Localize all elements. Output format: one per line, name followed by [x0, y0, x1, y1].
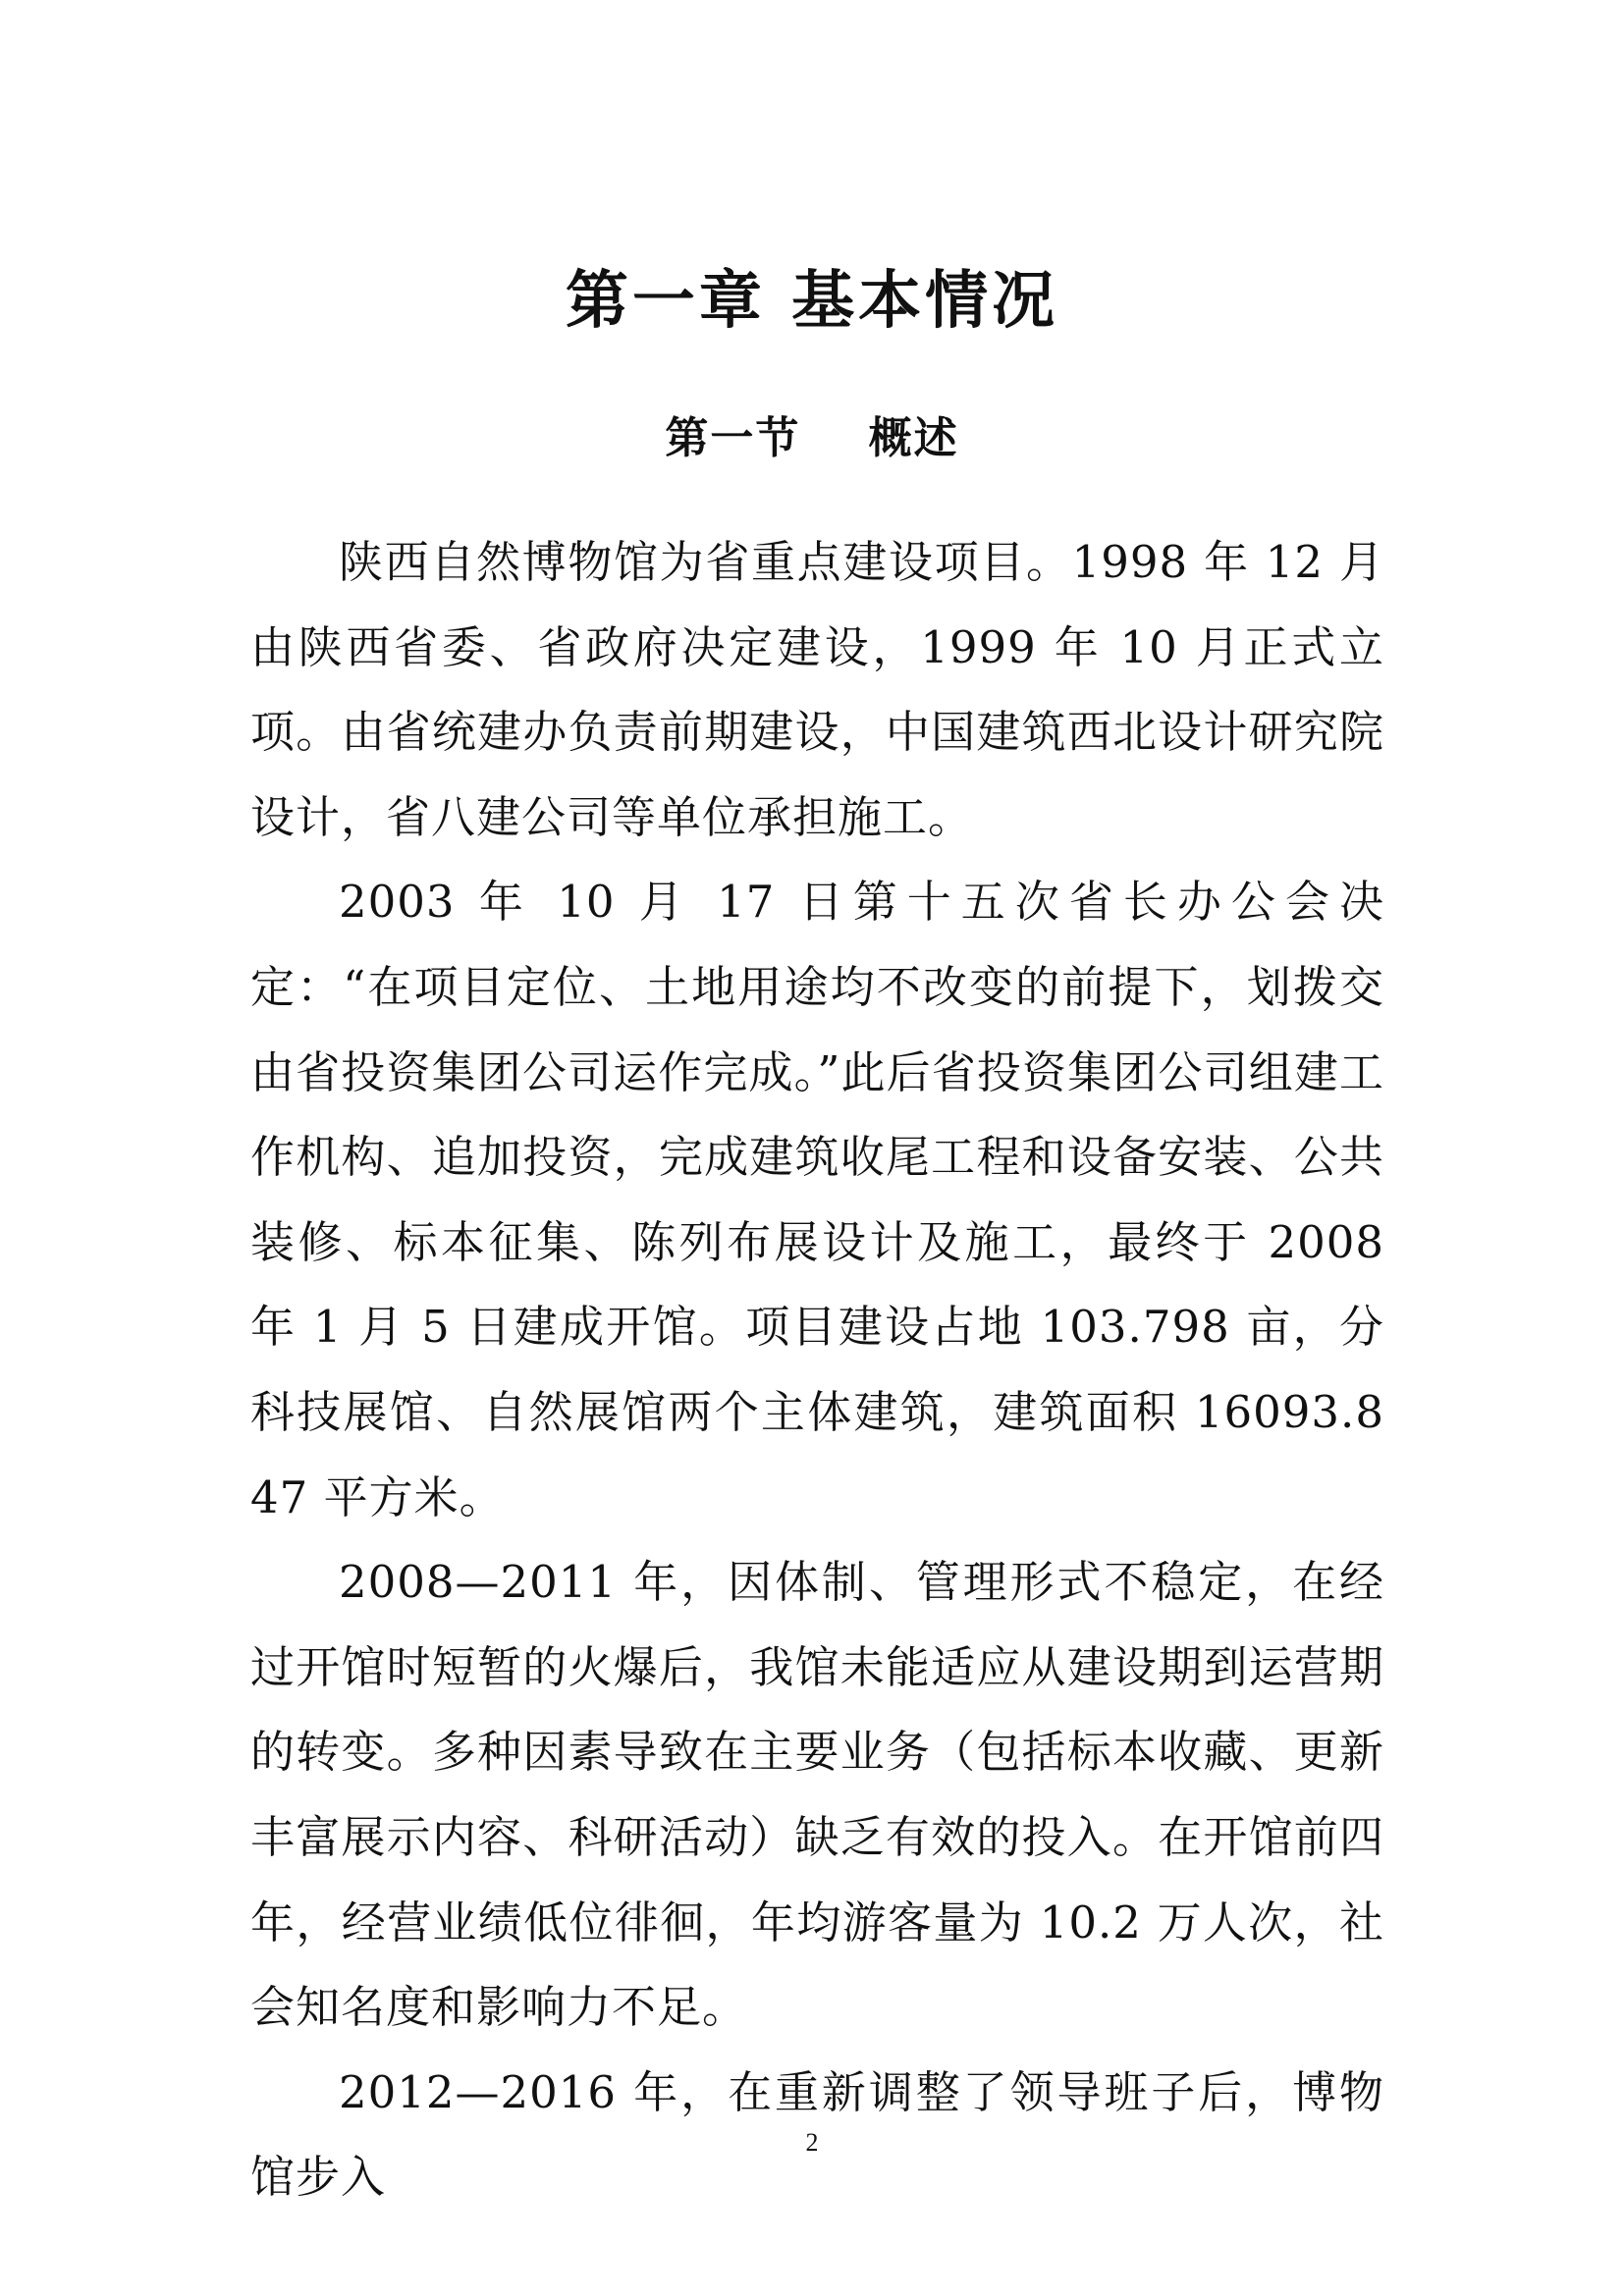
- paragraph-4: 2012—2016 年，在重新调整了领导班子后，博物馆步入: [250, 2065, 1384, 2204]
- paragraph-1: 陕西自然博物馆为省重点建设项目。1998 年 12 月由陕西省委、省政府决定建设，1999 年 10 月正式立项。由省统建办负责前期建设，中国建筑西北设计研究院设计，省八建公司等单位承担施工。: [250, 536, 1384, 843]
- paragraph-2: 2003 年 10 月 17 日第十五次省长办公会决定：“在项目定位、土地用途均不改变的前提下，划拨交由省投资集团公司运作完成。”此后省投资集团公司组建工作机构、追加投资，完成建筑收尾工程和设备安装、公共装修、标本征集、陈列布展设计及施工，最终于 2008 年 1 月 5 日建成开馆。项目建设占地 103.798 亩，分科技展馆、自然展馆两个主体建筑，建筑面积 16093.847 平方米。: [250, 876, 1384, 1523]
- chapter-title: 第一章 基本情况: [565, 265, 1059, 338]
- body-text: [250, 520, 1384, 2220]
- page-number: 2: [805, 2128, 819, 2157]
- section-title: 第一节 概述: [665, 413, 959, 463]
- paragraph-3: 2008—2011 年，因体制、管理形式不稳定，在经过开馆时短暂的火爆后，我馆未能适应从建设期到运营期的转变。多种因素导致在主要业务（包括标本收藏、更新丰富展示内容、科研活动）缺乏有效的投入。在开馆前四年，经营业绩低位徘徊，年均游客量为 10.2 万人次，社会知名度和影响力不足。: [250, 1556, 1384, 2034]
